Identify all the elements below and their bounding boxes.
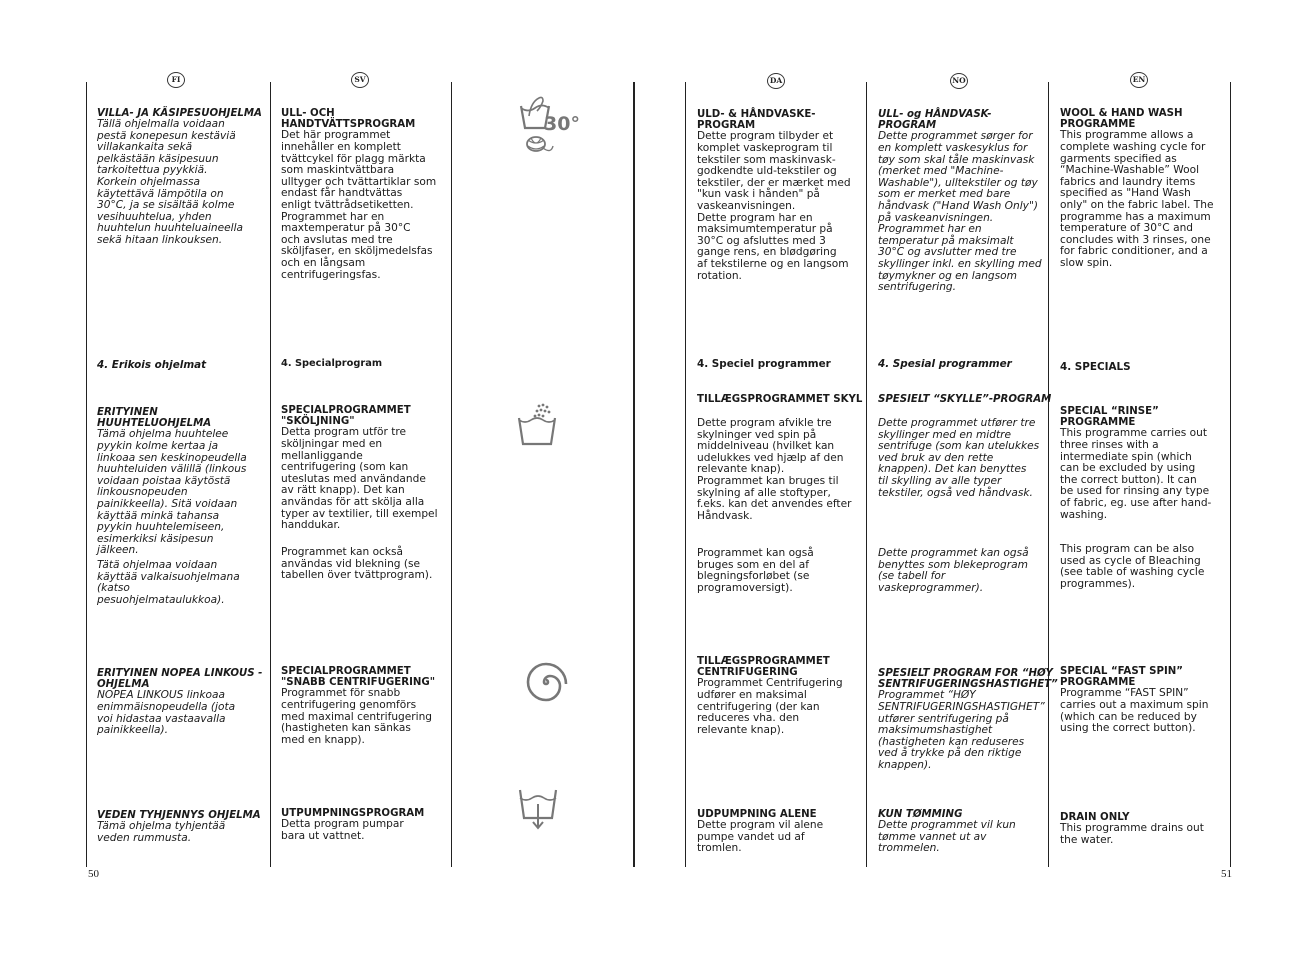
da-spin-text: Programmet Centrifugering udfører en maksimal centrifugering (der kan reduceres vha. den relevante knap). [697,677,843,736]
da-rinse-title: TILLÆGSPROGRAMMET SKYL [697,394,863,405]
no-rinse-title: SPESIELT “SKYLLE”-PROGRAM [878,394,1052,405]
sv-wool-text: Det här programmet innehåller en komplett tvättcykel för plagg märkta som maskintvättbara ulltyger och tvättartiklar som endast får handtvättas enligt tvättrådsetiketten. Programmet har en maxtemperatur på 30°C och avslutas med tre sköljfaser, en sköljmedelsfas och en långsam centrifugeringsfas. [281,129,437,281]
fi-spin-title: ERITYINEN NOPEA LINKOUS - OHJELMA [97,667,263,690]
sv-rinse-text: Detta program utför tre sköljningar med en mellanliggande centrifugering (som kan uteslutas med användande av rätt knapp). Det kan användas för att skölja alla typer av textilier, till exempel handdukar. [281,426,438,532]
en-spin-title: SPECIAL “FAST SPIN” PROGRAMME [1060,665,1183,688]
fi-drain-title: VEDEN TYHJENNYS OHJELMA [97,809,261,821]
no-wool-title: ULL- og HÅNDVASK- PROGRAM [878,108,992,131]
fi-rinse-section [97,395,247,569]
no-drain-text: Dette programmet vil kun tømme vannet ut av trommelen. [878,819,1016,855]
sv-drain-title: UTPUMPNINGSPROGRAM [281,807,425,819]
sv-rinse-section [281,393,438,543]
no-specials-heading: 4. Spesial programmer [878,358,1012,370]
rinse-icon [515,402,559,448]
sv-drain-section [281,796,424,854]
sv-rinse-title: SPECIALPROGRAMMET "SKÖLJNING" [281,404,411,427]
no-wool-section [878,97,1042,305]
column-divider [685,82,686,867]
column-divider [451,82,452,867]
da-drain-text: Dette program vil alene pumpe vandet ud af tromlen. [697,819,824,855]
da-specials-heading: 4. Speciel programmer [697,358,831,370]
en-rinse-section [1060,394,1211,533]
fi-wool-title: VILLA- JA KÄSIPESUOHJELMA [97,107,262,119]
no-bleach-text: Dette programmet kan også benyttes som blekeprogram (se tabell for vaskeprogrammer). [878,547,1029,594]
sv-spin-section [281,654,435,758]
no-spin-text: Programmet “HØY SENTRIFUGERINGSHASTIGHET” utfører sentrifugering på maksimumshastighet (hastigheten kan reduseres ved å trykke på den riktige knappen). [878,689,1045,771]
fi-wool-section [97,96,262,258]
fi-spin-text: NOPEA LINKOUS linkoaa enimmäisnopeudella (jota voi hidastaa vastaavalla painikkeella). [97,689,236,737]
en-bleach-text: This program can be also used as cycle of Bleaching (see table of washing cycle programmes). [1060,543,1205,590]
language-badge-en: EN [1130,72,1148,88]
en-wool-section [1060,96,1213,281]
language-badge-no: NO [950,73,968,89]
fi-specials-heading: 4. Erikois ohjelmat [97,359,207,371]
sv-bleach-text: Programmet kan också användas vid blekning (se tabellen över tvättprogram). [281,546,433,582]
en-drain-text: This programme drains out the water. [1060,822,1204,846]
en-specials-heading: 4. SPECIALS [1060,361,1131,373]
fi-drain-section [97,798,261,856]
en-spin-text: Programme “FAST SPIN” carries out a maximum spin (which can be reduced by using the correct button). [1060,687,1209,735]
column-divider [1230,82,1231,867]
da-drain-section [697,797,823,866]
no-spin-title: SPESIELT PROGRAM FOR “HØY SENTRIFUGERINGSHASTIGHET” [878,667,1058,690]
fi-bleach-text: Tätä ohjelmaa voidaan käyttää valkaisuohjelmana (katso pesuohjelmataulukkoa). [97,559,240,606]
sv-spin-text: Programmet för snabb centrifugering genomförs med maximal centrifugering (hastigheten kan sänkas med en knapp). [281,687,433,746]
da-wool-section [697,97,851,294]
language-badge-da: DA [767,73,785,89]
no-drain-section [878,797,1016,866]
fi-drain-text: Tämä ohjelma tyhjentää veden rummusta. [97,820,226,844]
da-bleach-text: Programmet kan også bruges som en del af blegningsforløbet (se programoversigt). [697,547,814,594]
language-badge-fi: FI [167,72,185,88]
sv-drain-text: Detta program pumpar bara ut vattnet. [281,818,404,842]
da-wool-title: ULD- & HÅNDVASKE- PROGRAM [697,108,816,131]
column-divider [86,82,87,867]
no-rinse-text: Dette programmet utfører tre skyllinger med en midtre sentrifuge (som kan utelukkes ved bruk av den rette knappen). Det kan benyttes til skylling av alle typer tekstiler, også ved håndvask. [878,417,1040,499]
da-wool-text: Dette program tilbyder et komplet vaskeprogram til tekstiler som maskinvask- godkendte uld-tekstiler og tekstiler, der er mærket med "kun vask i hånden" på vaskeanvisningen. Dette program har en maksimumtemperatur på 30°C og afsluttes med 3 gange rens, en blødgøring af tekstilerne og en langsom rotation. [697,130,851,282]
en-wool-text: This programme allows a complete washing cycle for garments specified as “Machine-Washable” Wool fabrics and laundry items specified as "Hand Wash only" on the fabric label. The programme has a maximum temperature of 30°C and concludes with 3 rinses, one for fabric conditioner, and a slow spin. [1060,129,1214,269]
column-divider [866,82,867,867]
language-badge-sv: SV [351,72,369,88]
en-drain-title: DRAIN ONLY [1060,811,1130,823]
en-rinse-title: SPECIAL “RINSE” PROGRAMME [1060,405,1159,428]
column-divider [270,82,271,867]
fi-spin-section [97,656,262,748]
sv-wool-section [281,96,436,293]
da-spin-title: TILLÆGSPROGRAMMET CENTRIFUGERING [697,655,830,678]
page-gutter-divider [633,82,635,867]
en-drain-section [1060,800,1204,858]
drain-icon [516,786,560,832]
no-drain-title: KUN TØMMING [878,808,963,820]
da-spin-section [697,644,843,748]
da-rinse-text: Dette program afvikle tre skylninger ved spin på middelniveau (hvilket kan udelukkes ved hjælp af den relevante knap). Programmet kan bruges til skylning af alle stoftyper, f.eks. kan det anvendes efter Håndvask. [697,417,852,522]
page-number-right: 51 [1221,868,1232,880]
en-spin-section [1060,654,1208,746]
sv-wool-title: ULL- OCH HANDTVÄTTSPROGRAM [281,107,416,130]
da-drain-title: UDPUMPNING ALENE [697,808,817,820]
spin-icon [523,659,569,705]
en-wool-title: WOOL & HAND WASH PROGRAMME [1060,107,1183,130]
wool-temperature-label: 30° [544,113,580,135]
no-wool-text: Dette programmet sørger for en komplett vaskesyklus for tøy som skal tåle maskinvask (merket med "Machine- Washable"), ulltekstiler og tøy som er merket med bare håndvask ("Hand Wash Only") på vaskeanvisningen. Programmet har en temperatur på maksimalt 30°C og avslutter med tre skyllinger inkl. en skylling med tøymykner og en langsom sentrifugering. [878,130,1042,294]
no-spin-section [878,656,1058,783]
page-number-left: 50 [88,868,99,880]
fi-rinse-title: ERITYINEN HUUHTELUOHJELMA [97,406,212,429]
fi-wool-text: Tällä ohjelmalla voidaan pestä konepesun kestäviä villakankaita sekä pelkästään käsipesuun tarkoitettua pyykkiä. Korkein ohjelmassa käytettävä lämpötila on 30°C, ja se sisältää kolme vesihuuhtelua, yhden huuhtelun huuhteluaineella sekä hitaan linkouksen. [97,118,244,246]
fi-rinse-text: Tämä ohjelma huuhtelee pyykin kolme kertaa ja linkoaa sen keskinopeudella huuhteluiden välillä (linkous voidaan poistaa käytöstä linkousnopeuden painikkeella). Sitä voidaan käyttää minkä tahansa pyykin huuhtelemiseen, esimerkiksi käsipesun jälkeen. [97,428,247,557]
sv-specials-heading: 4. Specialprogram [281,358,383,369]
en-rinse-text: This programme carries out three rinses with a intermediate spin (which can be excluded by using the correct button). It can be used for rinsing any type of fabric, eg. use after hand- washing. [1060,427,1212,521]
sv-spin-title: SPECIALPROGRAMMET "SNABB CENTRIFUGERING" [281,665,436,688]
